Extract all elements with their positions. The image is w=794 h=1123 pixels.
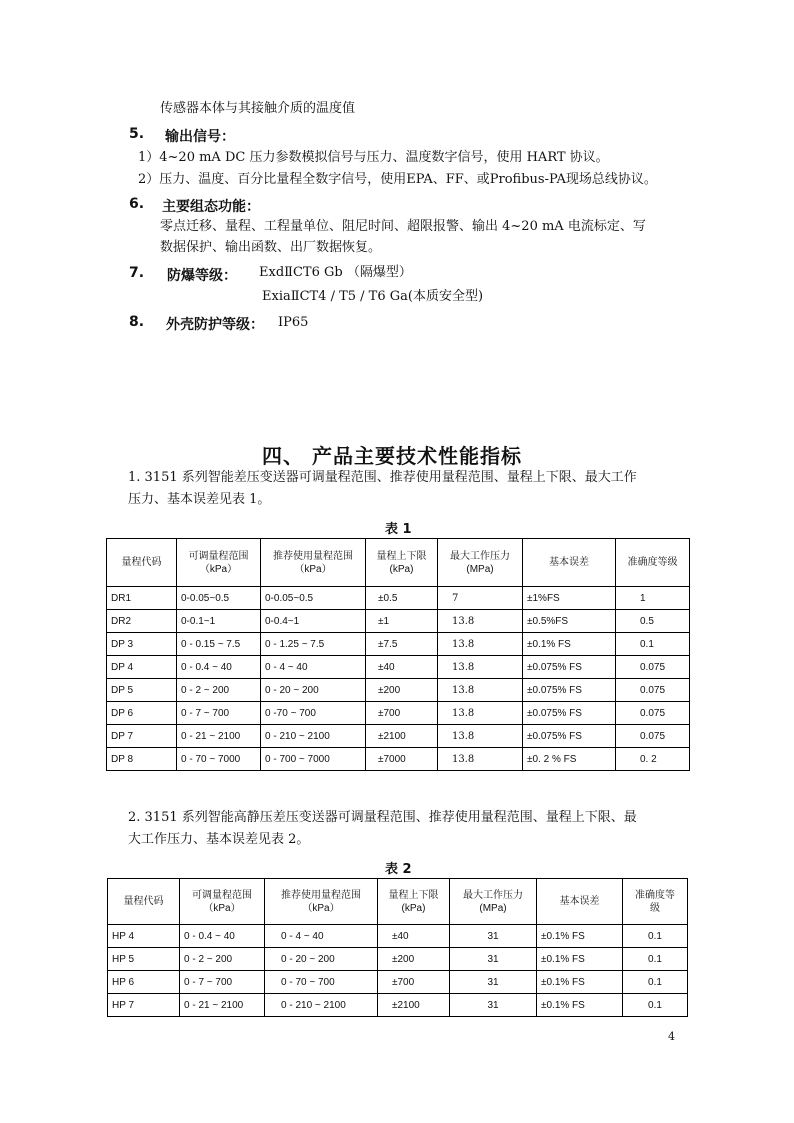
table-row [108, 948, 688, 971]
table-cell: DP 6 [107, 702, 177, 725]
table-row [107, 702, 690, 725]
explosion-line-2: ExiaⅡCT4 / T5 / T6 Ga(本质安全型) [262, 289, 484, 304]
table-cell: 0.075 [616, 702, 690, 725]
table-cell: ±0.075% FS [523, 679, 616, 702]
table-cell: 13.8 [438, 656, 523, 679]
config-functions-line-2: 数据保护、输出函数、出厂数据恢复。 [160, 240, 382, 255]
explosion-line-1: ExdⅡCT6 Gb （隔爆型） [259, 265, 412, 280]
table-cell: ±0.5%FS [523, 610, 616, 633]
table-cell: 0 - 70 ~ 7000 [177, 748, 261, 771]
table-cell: 0 - 1.25 ~ 7.5 [261, 633, 366, 656]
table-row [107, 587, 690, 610]
table-cell: HP 4 [108, 925, 180, 948]
table-cell: ±2100 [378, 994, 450, 1017]
table-cell: 0.075 [616, 656, 690, 679]
table-2-header-adjustable-range: 可调量程范围 （kPa） [180, 879, 265, 925]
para-2-line-1: 2. 3151 系列智能高静压差压变送器可调量程范围、推荐使用量程范围、量程上下限、最 [128, 810, 637, 825]
table-cell: 0 - 0.4 ~ 40 [180, 925, 265, 948]
item-5-number: 5. [129, 126, 145, 142]
table-1-header-accuracy-class: 准确度等级 [616, 539, 690, 587]
item-6-title: 主要组态功能： [162, 199, 260, 215]
table-cell: DP 5 [107, 679, 177, 702]
table-1-header-basic-error: 基本误差 [523, 539, 616, 587]
table-cell: 0 - 210 ~ 2100 [261, 725, 366, 748]
table-cell: ±0.1% FS [537, 948, 623, 971]
table-cell: 0 - 20 ~ 200 [261, 679, 366, 702]
table-cell: ±1 [366, 610, 438, 633]
table-cell: 0.075 [616, 725, 690, 748]
table-cell: 0-0.1~1 [177, 610, 261, 633]
table-2 [107, 878, 688, 1017]
table-cell: 0 - 0.4 ~ 40 [177, 656, 261, 679]
output-signal-line-2: 2）压力、温度、百分比量程全数字信号，使用EPA、FF、或Profibus-PA现场总线协议。 [138, 172, 657, 187]
table-cell: ±200 [378, 948, 450, 971]
table-cell: DP 4 [107, 656, 177, 679]
item-7-number: 7. [129, 265, 145, 281]
table-cell: 0.1 [616, 633, 690, 656]
table-cell: DR2 [107, 610, 177, 633]
table-cell: 0 - 7 ~ 700 [177, 702, 261, 725]
table-cell: ±0. 2 % FS [523, 748, 616, 771]
intro-line: 传感器本体与其接触介质的温度值 [160, 101, 356, 116]
table-cell: 13.8 [438, 633, 523, 656]
table-cell: ±0.075% FS [523, 725, 616, 748]
table-2-header-row [108, 879, 688, 925]
table-2-header-basic-error: 基本误差 [537, 879, 623, 925]
table-row [108, 994, 688, 1017]
table-row [107, 679, 690, 702]
table-row [107, 656, 690, 679]
table-cell: 0 - 21 ~ 2100 [180, 994, 265, 1017]
table-cell: 0 - 20 ~ 200 [265, 948, 378, 971]
table-cell: 0.1 [623, 948, 688, 971]
table-cell: 31 [450, 948, 537, 971]
table-1-header-row [107, 539, 690, 587]
table-row [107, 725, 690, 748]
table-cell: ±1%FS [523, 587, 616, 610]
table-cell: 13.8 [438, 679, 523, 702]
table-cell: ±0.1% FS [523, 633, 616, 656]
table-cell: 1 [616, 587, 690, 610]
item-6-number: 6. [129, 196, 145, 212]
table-cell: DR1 [107, 587, 177, 610]
table-cell: 0 - 4 ~ 40 [265, 925, 378, 948]
page-number: 4 [668, 1030, 675, 1043]
table-cell: 7 [438, 587, 523, 610]
table-1 [106, 538, 690, 771]
table-cell: 31 [450, 925, 537, 948]
table-2-header-accuracy-class: 准确度等 级 [623, 879, 688, 925]
table-2-caption: 表 2 [385, 862, 412, 877]
table-cell: 0 - 0.15 ~ 7.5 [177, 633, 261, 656]
para-1-line-2: 压力、基本误差见表 1。 [128, 492, 271, 507]
table-row [107, 633, 690, 656]
table-1-header-range-limits: 量程上下限 (kPa) [366, 539, 438, 587]
table-cell: ±2100 [366, 725, 438, 748]
table-cell: 0-0.4~1 [261, 610, 366, 633]
table-cell: 0 -70 ~ 700 [261, 702, 366, 725]
table-cell: ±700 [366, 702, 438, 725]
para-2-line-2: 大工作压力、基本误差见表 2。 [128, 832, 310, 847]
table-1-header-adjustable-range: 可调量程范围 （kPa） [177, 539, 261, 587]
table-cell: ±40 [366, 656, 438, 679]
table-2-header-recommended-range: 推荐使用量程范围 （kPa） [265, 879, 378, 925]
table-1-header-recommended-range: 推荐使用量程范围 （kPa） [261, 539, 366, 587]
output-signal-line-1: 1）4~20 mA DC 压力参数模拟信号与压力、温度数字信号，使用 HART 协议。 [138, 150, 609, 165]
table-row [108, 971, 688, 994]
table-cell: 0-0.05~0.5 [177, 587, 261, 610]
table-cell: 13.8 [438, 702, 523, 725]
table-cell: ±200 [366, 679, 438, 702]
table-cell: 0. 2 [616, 748, 690, 771]
table-cell: ±7.5 [366, 633, 438, 656]
table-cell: 0 - 70 ~ 700 [265, 971, 378, 994]
table-cell: ±700 [378, 971, 450, 994]
table-cell: ±0.5 [366, 587, 438, 610]
table-cell: DP 8 [107, 748, 177, 771]
table-cell: 0.1 [623, 925, 688, 948]
item-8-number: 8. [129, 314, 145, 330]
table-cell: 13.8 [438, 748, 523, 771]
table-cell: DP 7 [107, 725, 177, 748]
table-cell: HP 7 [108, 994, 180, 1017]
table-cell: 0 - 2 ~ 200 [177, 679, 261, 702]
table-cell: ±0.075% FS [523, 702, 616, 725]
table-cell: 31 [450, 994, 537, 1017]
table-cell: 13.8 [438, 610, 523, 633]
table-cell: 0 - 210 ~ 2100 [265, 994, 378, 1017]
table-cell: 0.075 [616, 679, 690, 702]
table-cell: 0 - 7 ~ 700 [180, 971, 265, 994]
table-row [107, 748, 690, 771]
table-cell: 0 - 4 ~ 40 [261, 656, 366, 679]
table-1-header-max-pressure: 最大工作压力 (MPa) [438, 539, 523, 587]
table-1-header-code: 量程代码 [107, 539, 177, 587]
item-5-title: 输出信号： [165, 129, 235, 145]
table-cell: 0 - 21 ~ 2100 [177, 725, 261, 748]
table-cell: ±0.1% FS [537, 971, 623, 994]
table-row [108, 925, 688, 948]
table-cell: 0.1 [623, 971, 688, 994]
table-cell: HP 5 [108, 948, 180, 971]
table-cell: 31 [450, 971, 537, 994]
table-cell: 0-0.05~0.5 [261, 587, 366, 610]
table-cell: ±0.1% FS [537, 925, 623, 948]
table-cell: ±0.1% FS [537, 994, 623, 1017]
section-title: 四、 产品主要技术性能指标 [262, 444, 522, 468]
table-cell: 0.5 [616, 610, 690, 633]
table-2-header-max-pressure: 最大工作压力 (MPa) [450, 879, 537, 925]
table-cell: 13.8 [438, 725, 523, 748]
table-cell: ±0.075% FS [523, 656, 616, 679]
table-row [107, 610, 690, 633]
table-cell: 0.1 [623, 994, 688, 1017]
table-cell: ±7000 [366, 748, 438, 771]
para-1-line-1: 1. 3151 系列智能差压变送器可调量程范围、推荐使用量程范围、量程上下限、最大工作 [128, 470, 637, 485]
table-cell: ±40 [378, 925, 450, 948]
table-cell: HP 6 [108, 971, 180, 994]
protection-value: IP65 [278, 315, 309, 330]
table-cell: 0 - 2 ~ 200 [180, 948, 265, 971]
table-cell: 0 - 700 ~ 7000 [261, 748, 366, 771]
table-1-caption: 表 1 [385, 522, 412, 537]
table-2-header-range-limits: 量程上下限 (kPa) [378, 879, 450, 925]
item-8-title: 外壳防护等级： [166, 317, 264, 333]
item-7-title: 防爆等级： [167, 268, 237, 284]
table-2-header-code: 量程代码 [108, 879, 180, 925]
config-functions-line-1: 零点迁移、量程、工程量单位、阻尼时间、超限报警、输出 4~20 mA 电流标定、写 [160, 219, 646, 234]
table-cell: DP 3 [107, 633, 177, 656]
